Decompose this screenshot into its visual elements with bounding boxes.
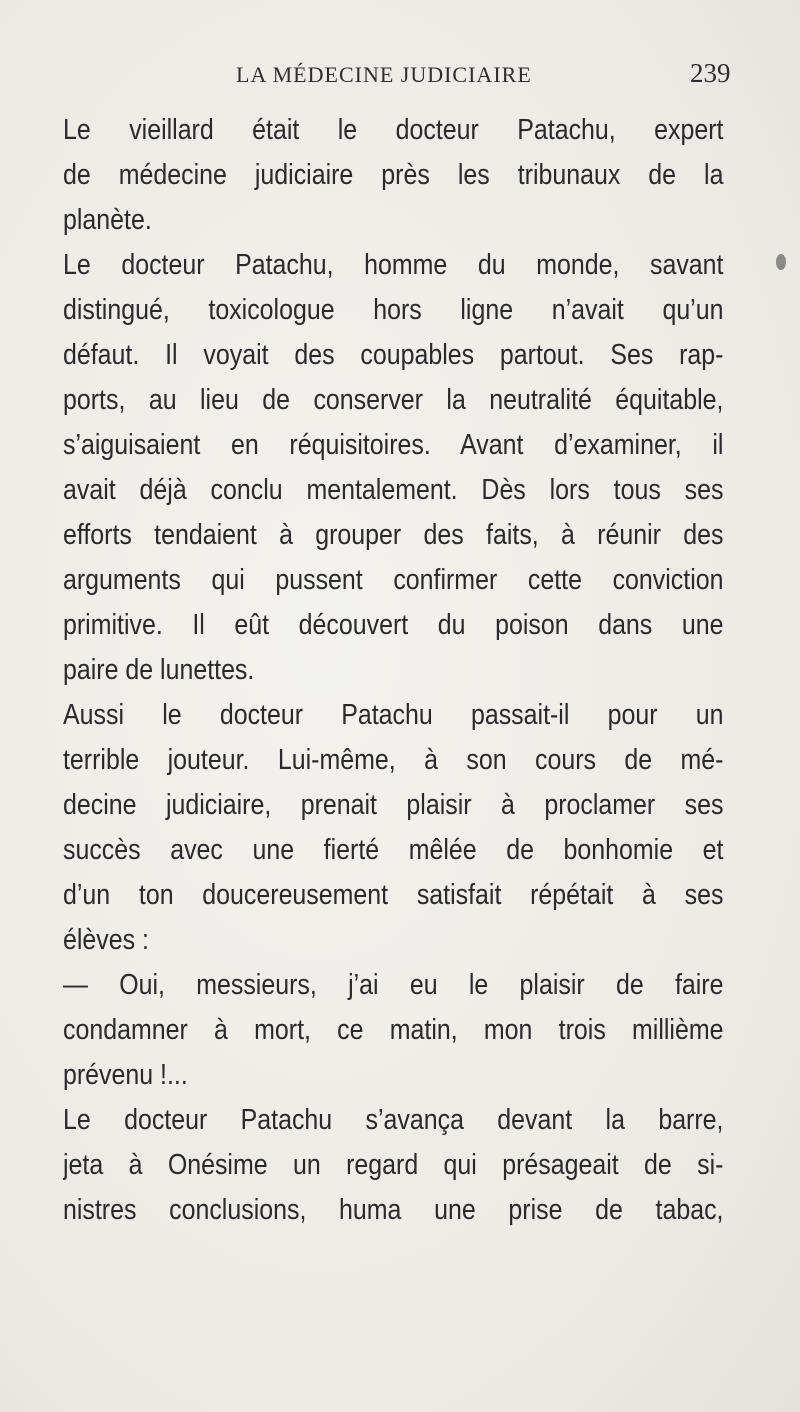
text-line: ports, au lieu de conserver la neutralité équitable, [63, 384, 724, 416]
text-line: — Oui, messieurs, j’ai eu le plaisir de faire [63, 969, 724, 1001]
text-line: Le docteur Patachu, homme du monde, savant [63, 249, 724, 281]
body-text [63, 108, 723, 1233]
text-line: Aussi le docteur Patachu passait-il pour un [63, 699, 724, 731]
text-line: Le vieillard était le docteur Patachu, expert [63, 114, 724, 146]
text-line: s’aiguisaient en réquisitoires. Avant d’examiner, il [63, 429, 724, 461]
text-line: avait déjà conclu mentalement. Dès lors tous ses [63, 474, 724, 506]
ink-smudge [776, 254, 786, 270]
text-line: condamner à mort, ce matin, mon trois millième [63, 1014, 724, 1046]
text-line: distingué, toxicologue hors ligne n’avait qu’un [63, 294, 724, 326]
text-line: défaut. Il voyait des coupables partout. Ses rap- [63, 339, 724, 371]
text-line: paire de lunettes. [63, 654, 255, 686]
text-line: primitive. Il eût découvert du poison dans une [63, 609, 724, 641]
text-line: succès avec une fierté mêlée de bonhomie et [63, 834, 724, 866]
page-number: 239 [690, 58, 731, 88]
running-title: LA MÉDECINE JUDICIAIRE [236, 62, 532, 87]
text-line: decine judiciaire, prenait plaisir à proclamer ses [63, 789, 724, 821]
text-line: d’un ton doucereusement satisfait répétait à ses [63, 879, 724, 911]
text-line: arguments qui pussent confirmer cette conviction [63, 564, 724, 596]
text-line: de médecine judiciaire près les tribunaux de la [63, 159, 724, 191]
text-line: nistres conclusions, huma une prise de tabac, [63, 1194, 724, 1226]
running-header [0, 58, 800, 94]
text-line: efforts tendaient à grouper des faits, à réunir des [63, 519, 724, 551]
text-line: jeta à Onésime un regard qui présageait de si- [63, 1149, 724, 1181]
text-line: planète. [63, 204, 152, 236]
text-line: élèves : [63, 924, 149, 956]
text-line: Le docteur Patachu s’avança devant la barre, [63, 1104, 724, 1136]
text-line: terrible jouteur. Lui-même, à son cours de mé- [63, 744, 724, 776]
text-line: prévenu !... [63, 1059, 188, 1091]
